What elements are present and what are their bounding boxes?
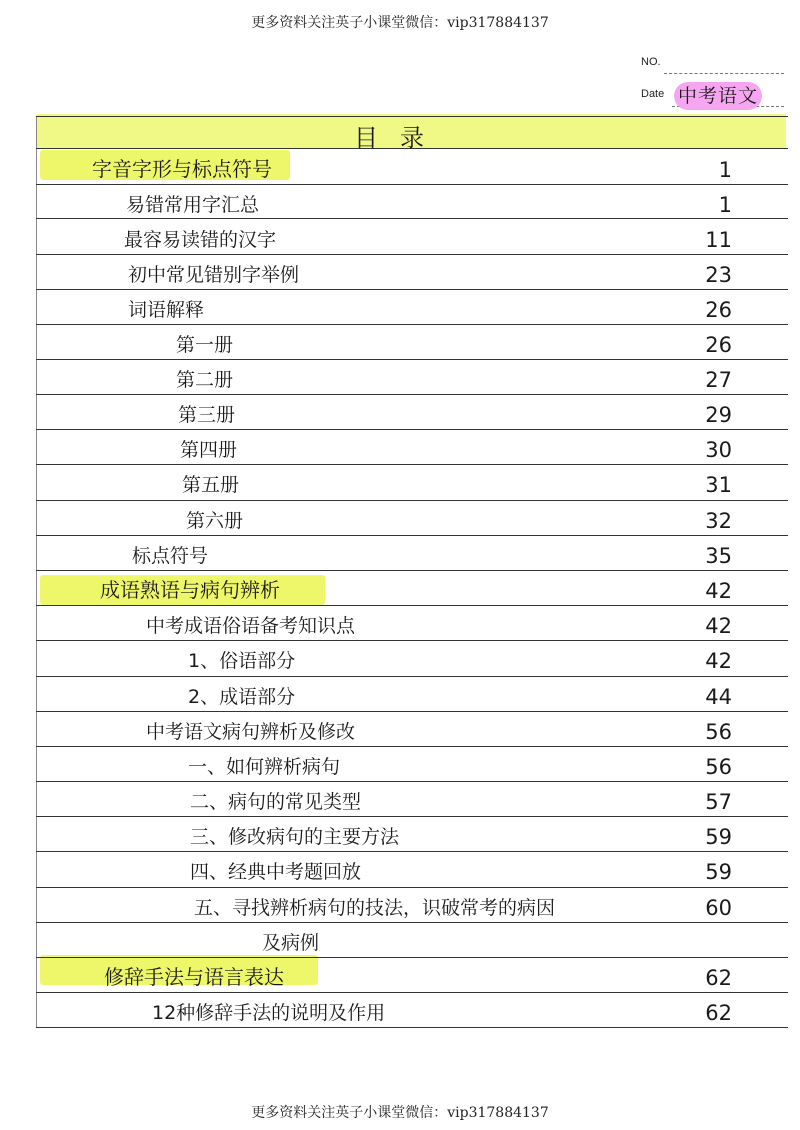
toc-label: 成语熟语与病句辨析 (100, 578, 280, 602)
toc-label: 一、如何辨析病句 (188, 756, 341, 778)
toc-label: 三、修改病句的主要方法 (190, 826, 400, 848)
toc-label: 五、寻找辨析病句的技法，识破常考的病因 (194, 897, 556, 919)
toc-page: 42 (705, 579, 732, 603)
toc-page: 56 (705, 720, 732, 744)
toc-label: 中考语文病句辨析及修改 (146, 721, 356, 743)
toc-page: 32 (705, 509, 732, 533)
toc-label: 第三册 (178, 404, 236, 426)
toc-entry (0, 432, 800, 466)
toc-page: 57 (705, 790, 732, 814)
toc-label: 2、成语部分 (188, 686, 296, 708)
toc-label: 修辞手法与语言表达 (104, 965, 284, 989)
toc-label: 四、经典中考题回放 (190, 861, 362, 883)
toc-entry (0, 925, 800, 959)
toc-label: 第二册 (176, 369, 234, 391)
toc-entry (0, 995, 800, 1029)
toc-page: 27 (705, 368, 732, 392)
subject-mark: 中考语文 (674, 82, 762, 110)
toc-entry (0, 643, 800, 677)
toc-label: 易错常用字汇总 (126, 194, 260, 216)
toc-entry (0, 397, 800, 431)
toc-label: 中考成语俗语备考知识点 (146, 615, 356, 637)
toc-page: 44 (705, 685, 732, 709)
toc-page: 31 (705, 473, 732, 497)
toc-entry (0, 749, 800, 783)
toc-page: 29 (705, 403, 732, 427)
toc-entry (0, 573, 800, 607)
toc-entry (0, 714, 800, 748)
toc-entry (0, 503, 800, 537)
toc-label: 第五册 (182, 474, 240, 496)
watermark-bottom: 更多资料关注英子小课堂微信：vip317884137 (251, 1105, 549, 1121)
toc-entry (0, 152, 800, 186)
toc-entry (0, 854, 800, 888)
toc-label: 12种修辞手法的说明及作用 (152, 1002, 386, 1024)
toc-entry (0, 784, 800, 818)
toc-label: 二、病句的常见类型 (190, 791, 362, 813)
toc-label: 1、俗语部分 (188, 650, 296, 672)
toc-page: 23 (705, 263, 732, 287)
toc-label: 标点符号 (132, 545, 209, 567)
toc-entry (0, 679, 800, 713)
page-title: 目录 (354, 124, 446, 152)
toc-label: 第一册 (176, 334, 234, 356)
toc-page: 26 (705, 298, 732, 322)
toc-page: 59 (705, 860, 732, 884)
toc-page: 35 (705, 544, 732, 568)
watermark-top: 更多资料关注英子小课堂微信：vip317884137 (251, 15, 549, 31)
toc-label: 第六册 (186, 510, 244, 532)
toc-page: 56 (705, 755, 732, 779)
ruled-line (36, 116, 788, 117)
toc-entry (0, 960, 800, 994)
toc-page: 59 (705, 825, 732, 849)
toc-entry (0, 187, 800, 221)
toc-page: 30 (705, 438, 732, 462)
toc-page: 42 (705, 649, 732, 673)
toc-page: 11 (705, 228, 732, 252)
toc-page: 1 (718, 158, 732, 182)
toc-page: 26 (705, 333, 732, 357)
toc-entry (0, 608, 800, 642)
toc-entry (0, 538, 800, 572)
toc-entry (0, 327, 800, 361)
toc-entry (0, 362, 800, 396)
toc-entry (0, 819, 800, 853)
toc-page: 42 (705, 614, 732, 638)
toc-label: 初中常见错别字举例 (128, 264, 300, 286)
toc-entry (0, 222, 800, 256)
toc-page: 62 (705, 1001, 732, 1025)
date-label: Date (641, 88, 665, 100)
toc-page: 1 (718, 193, 732, 217)
toc-label: 及病例 (262, 932, 320, 954)
no-label: NO. (641, 56, 661, 68)
toc-entry (0, 467, 800, 501)
toc-label: 最容易读错的汉字 (124, 229, 277, 251)
toc-entry (0, 257, 800, 291)
toc-label: 字音字形与标点符号 (92, 157, 272, 181)
no-line (664, 73, 784, 74)
toc-entry (0, 292, 800, 326)
toc-page: 62 (705, 966, 732, 990)
toc-label: 词语解释 (128, 299, 205, 321)
toc-label: 第四册 (180, 439, 238, 461)
toc-entry (0, 890, 800, 924)
toc-page: 60 (705, 896, 732, 920)
